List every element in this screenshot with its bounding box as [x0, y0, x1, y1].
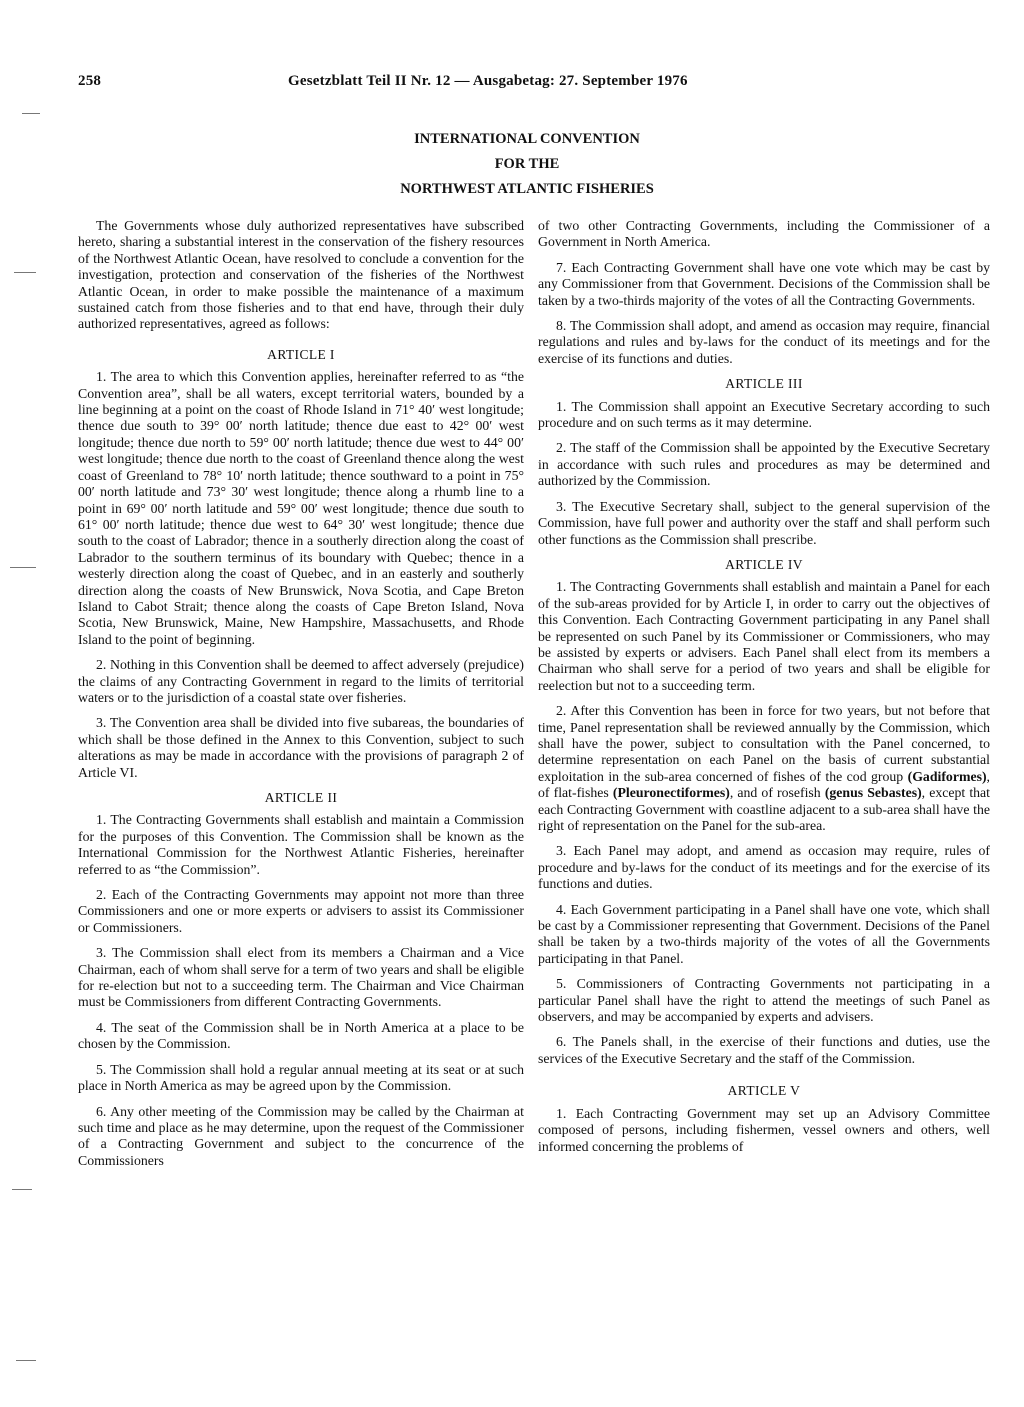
article-1-paragraph-1: 1. The area to which this Convention applies, hereinafter referred to as “the Convention area”, shall be all waters, except territorial waters, bounded by a line beginning at a point on the coast of Rhode Island in 71° 40′ west longitude; thence due south to 39° 00′ north latitude; thence due east to 42° 00′ west longitude; thence due north to 59° 00′ north latitude; thence due west to 44° 00′ west longitude; thence due north to the coast of Greenland thence along the west coast of Greenland to 78° 10′ north latitude; thence southward to a point in 75° 00′ north latitude and 73° 30′ west longitude; thence along a rhumb line to a point in 69° 00′ north latitude and 59° 00′ west longitude; thence due south to 61° 00′ north latitude; thence due west to 64° 30′ west longitude; thence due south to the coast of Labrador; thence in a southerly direction along the coast of Labrador to the southern terminus of its boundary with Quebec; thence in a westerly direction along the coast of Quebec, and in an easterly and southerly direction along the coasts of New Brunswick, Nova Scotia, and Cape Breton Island to Cabot Strait; thence along the coasts of Cape Breton Island, Nova Scotia, New Brunswick, Maine, New Hampshire, Massachusetts, and Rhode Island to the point of beginning. [78, 369, 524, 647]
article-3-paragraph-1: 1. The Commission shall appoint an Executive Secretary according to such procedure and on such terms as it may determine. [538, 398, 990, 431]
left-column [78, 218, 524, 1178]
article-2-paragraph-5: 5. The Commission shall hold a regular annual meeting at its seat or at such place in North America as may be agreed upon by the Commission. [78, 1061, 524, 1094]
title-line-2: FOR THE [494, 156, 560, 172]
article-1-paragraph-3: 3. The Convention area shall be divided into five subareas, the boundaries of which shall be those defined in the Annex to this Convention, subject to such alterations as may be made in accordance with the provisions of paragraph 2 of Article VI. [78, 715, 524, 780]
title-line-3: NORTHWEST ATLANTIC FISHERIES [400, 181, 654, 197]
article-4-p2-text-a: 2. After this Convention has been in force for two years, but not before that time, Panel representation shall be reviewed annually by the Commission, which shall have the power, subject to consultation with the Panel concerned, to determine representation on each Panel on the basis of current substantial exploitation in the sub-area concerned of fishes of the cod group [538, 703, 990, 784]
right-column [538, 218, 990, 1164]
article-4-heading: ARTICLE IV [725, 556, 803, 572]
article-2-paragraph-6-continued: of two other Contracting Governments, including the Commissioner of a Government in North America. [538, 218, 990, 250]
preamble: The Governments whose duly authorized representatives have subscribed hereto, sharing a substantial interest in the conservation of the fishery resources of the Northwest Atlantic Ocean, have resolved to conclude a convention for the investigation, protection and conservation of the fisheries of the Northwest Atlantic Ocean, in order to make possible the maintenance of a maximum sustained catch from those fisheries and to that end have, through their duly authorized representatives, agreed as follows: [78, 218, 524, 332]
article-2-paragraph-3: 3. The Commission shall elect from its members a Chairman and a Vice Chairman, each of whom shall serve for a term of two years and shall be eligible for re-election but not to a succeeding term. The Chairman and Vice Chairman must be Commissioners from different Contracting Governments. [78, 945, 524, 1010]
margin-mark [22, 113, 40, 114]
article-2-heading: ARTICLE II [264, 790, 338, 805]
document-title [0, 127, 1024, 202]
taxon-sebastes: (genus Sebastes) [824, 785, 922, 801]
article-2-paragraph-8: 8. The Commission shall adopt, and amend as occasion may require, financial regulations and rules and by-laws for the conduct of its meetings and for the exercise of its functions and duties. [538, 318, 990, 366]
article-1-paragraph-2: 2. Nothing in this Convention shall be deemed to affect adversely (prejudice) the claims of any Contracting Government in regard to the limits of territorial waters or to the jurisdiction of a coastal state over fisheries. [78, 657, 524, 705]
article-2-paragraph-2: 2. Each of the Contracting Governments may appoint not more than three Commissioners and one or more experts or advisers to assist its Commissioner or Commissioners. [78, 887, 524, 935]
taxon-gadiformes: (Gadiformes) [907, 768, 987, 784]
article-5-paragraph-1: 1. Each Contracting Government may set up an Advisory Committee composed of persons, including fishermen, vessel owners and others, well informed concerning the problems of [538, 1105, 990, 1154]
margin-mark [12, 1189, 32, 1190]
article-4-paragraph-1: 1. The Contracting Governments shall establish and maintain a Panel for each of the sub-areas provided for by Article I, in order to carry out the objectives of this Convention. Each Contracting Government participating in any Panel shall be represented on such Panel by its Commissioner or Commissioners, who may be assisted by experts or advisers. Each Panel shall elect from its members a Chairman who shall serve for a period of two years and shall be eligible for reelection but not to a succeeding term. [538, 579, 990, 693]
article-3-heading: ARTICLE III [725, 376, 803, 392]
article-4-paragraph-3: 3. Each Panel may adopt, and amend as occasion may require, rules of procedure and by-laws for the conduct of its meetings and for the exercise of its functions and duties. [538, 843, 990, 892]
article-4-paragraph-2 [538, 703, 990, 834]
article-4-p2-text-c: , of flat-fishes [538, 768, 990, 801]
taxon-pleuronectiformes: (Pleuronectiformes) [612, 785, 730, 801]
article-5-heading: ARTICLE V [727, 1083, 801, 1099]
article-1-heading: ARTICLE I [267, 346, 335, 362]
article-4-paragraph-5: 5. Commissioners of Contracting Governments not participating in a particular Panel shall have the right to attend the meetings of such Panel as observers, and may be accompanied by experts and advisers. [538, 976, 990, 1025]
title-line-1: INTERNATIONAL CONVENTION [414, 131, 640, 147]
article-2-paragraph-6: 6. Any other meeting of the Commission may be called by the Chairman at such time and place as he may determine, upon the request of the Commissioner of a Contracting Government and subject to the concurrence of the Commissioners [78, 1103, 524, 1168]
article-4-p2-text-e: , except that each Contracting Government with coastline adjacent to a sub-area shall have the right of representation on the Panel for the sub-area. [538, 785, 991, 833]
article-4-p2-text-d: , and of rosefish [729, 785, 825, 801]
margin-mark [10, 567, 36, 568]
article-4-paragraph-4: 4. Each Government participating in a Panel shall have one vote, which shall be cast by a Commissioner representing that Government. Decisions of the Panel shall be taken by a two-thirds majority of the votes of all the Governments participating in that Panel. [538, 901, 990, 966]
article-2-paragraph-1: 1. The Contracting Governments shall establish and maintain a Commission for the purposes of this Convention. The Commission shall be known as the International Commission for the Northwest Atlantic Fisheries, hereinafter referred to as “the Commission”. [78, 812, 524, 877]
margin-mark [14, 272, 36, 273]
article-3-paragraph-3: 3. The Executive Secretary shall, subject to the general supervision of the Commission, have full power and authority over the staff and shall perform such other functions as the Commission shall prescribe. [538, 498, 990, 547]
page-number: 258 [78, 73, 102, 89]
gazette-issue-line: Gesetzblatt Teil II Nr. 12 — Ausgabetag: 27. September 1976 [288, 73, 688, 89]
article-4-paragraph-6: 6. The Panels shall, in the exercise of their functions and duties, use the services of the Executive Secretary and the staff of the Commission. [538, 1034, 990, 1066]
margin-mark [16, 1360, 36, 1361]
article-3-paragraph-2: 2. The staff of the Commission shall be appointed by the Executive Secretary in accordance with such rules and procedures as may be determined and authorized by the Commission. [538, 440, 990, 489]
article-2-paragraph-7: 7. Each Contracting Government shall have one vote which may be cast by any Commissioner from that Government. Decisions of the Commission shall be taken by a two-thirds majority of the votes of all the Contracting Governments. [538, 259, 990, 308]
article-2-paragraph-4: 4. The seat of the Commission shall be in North America at a place to be chosen by the Commission. [78, 1019, 524, 1052]
